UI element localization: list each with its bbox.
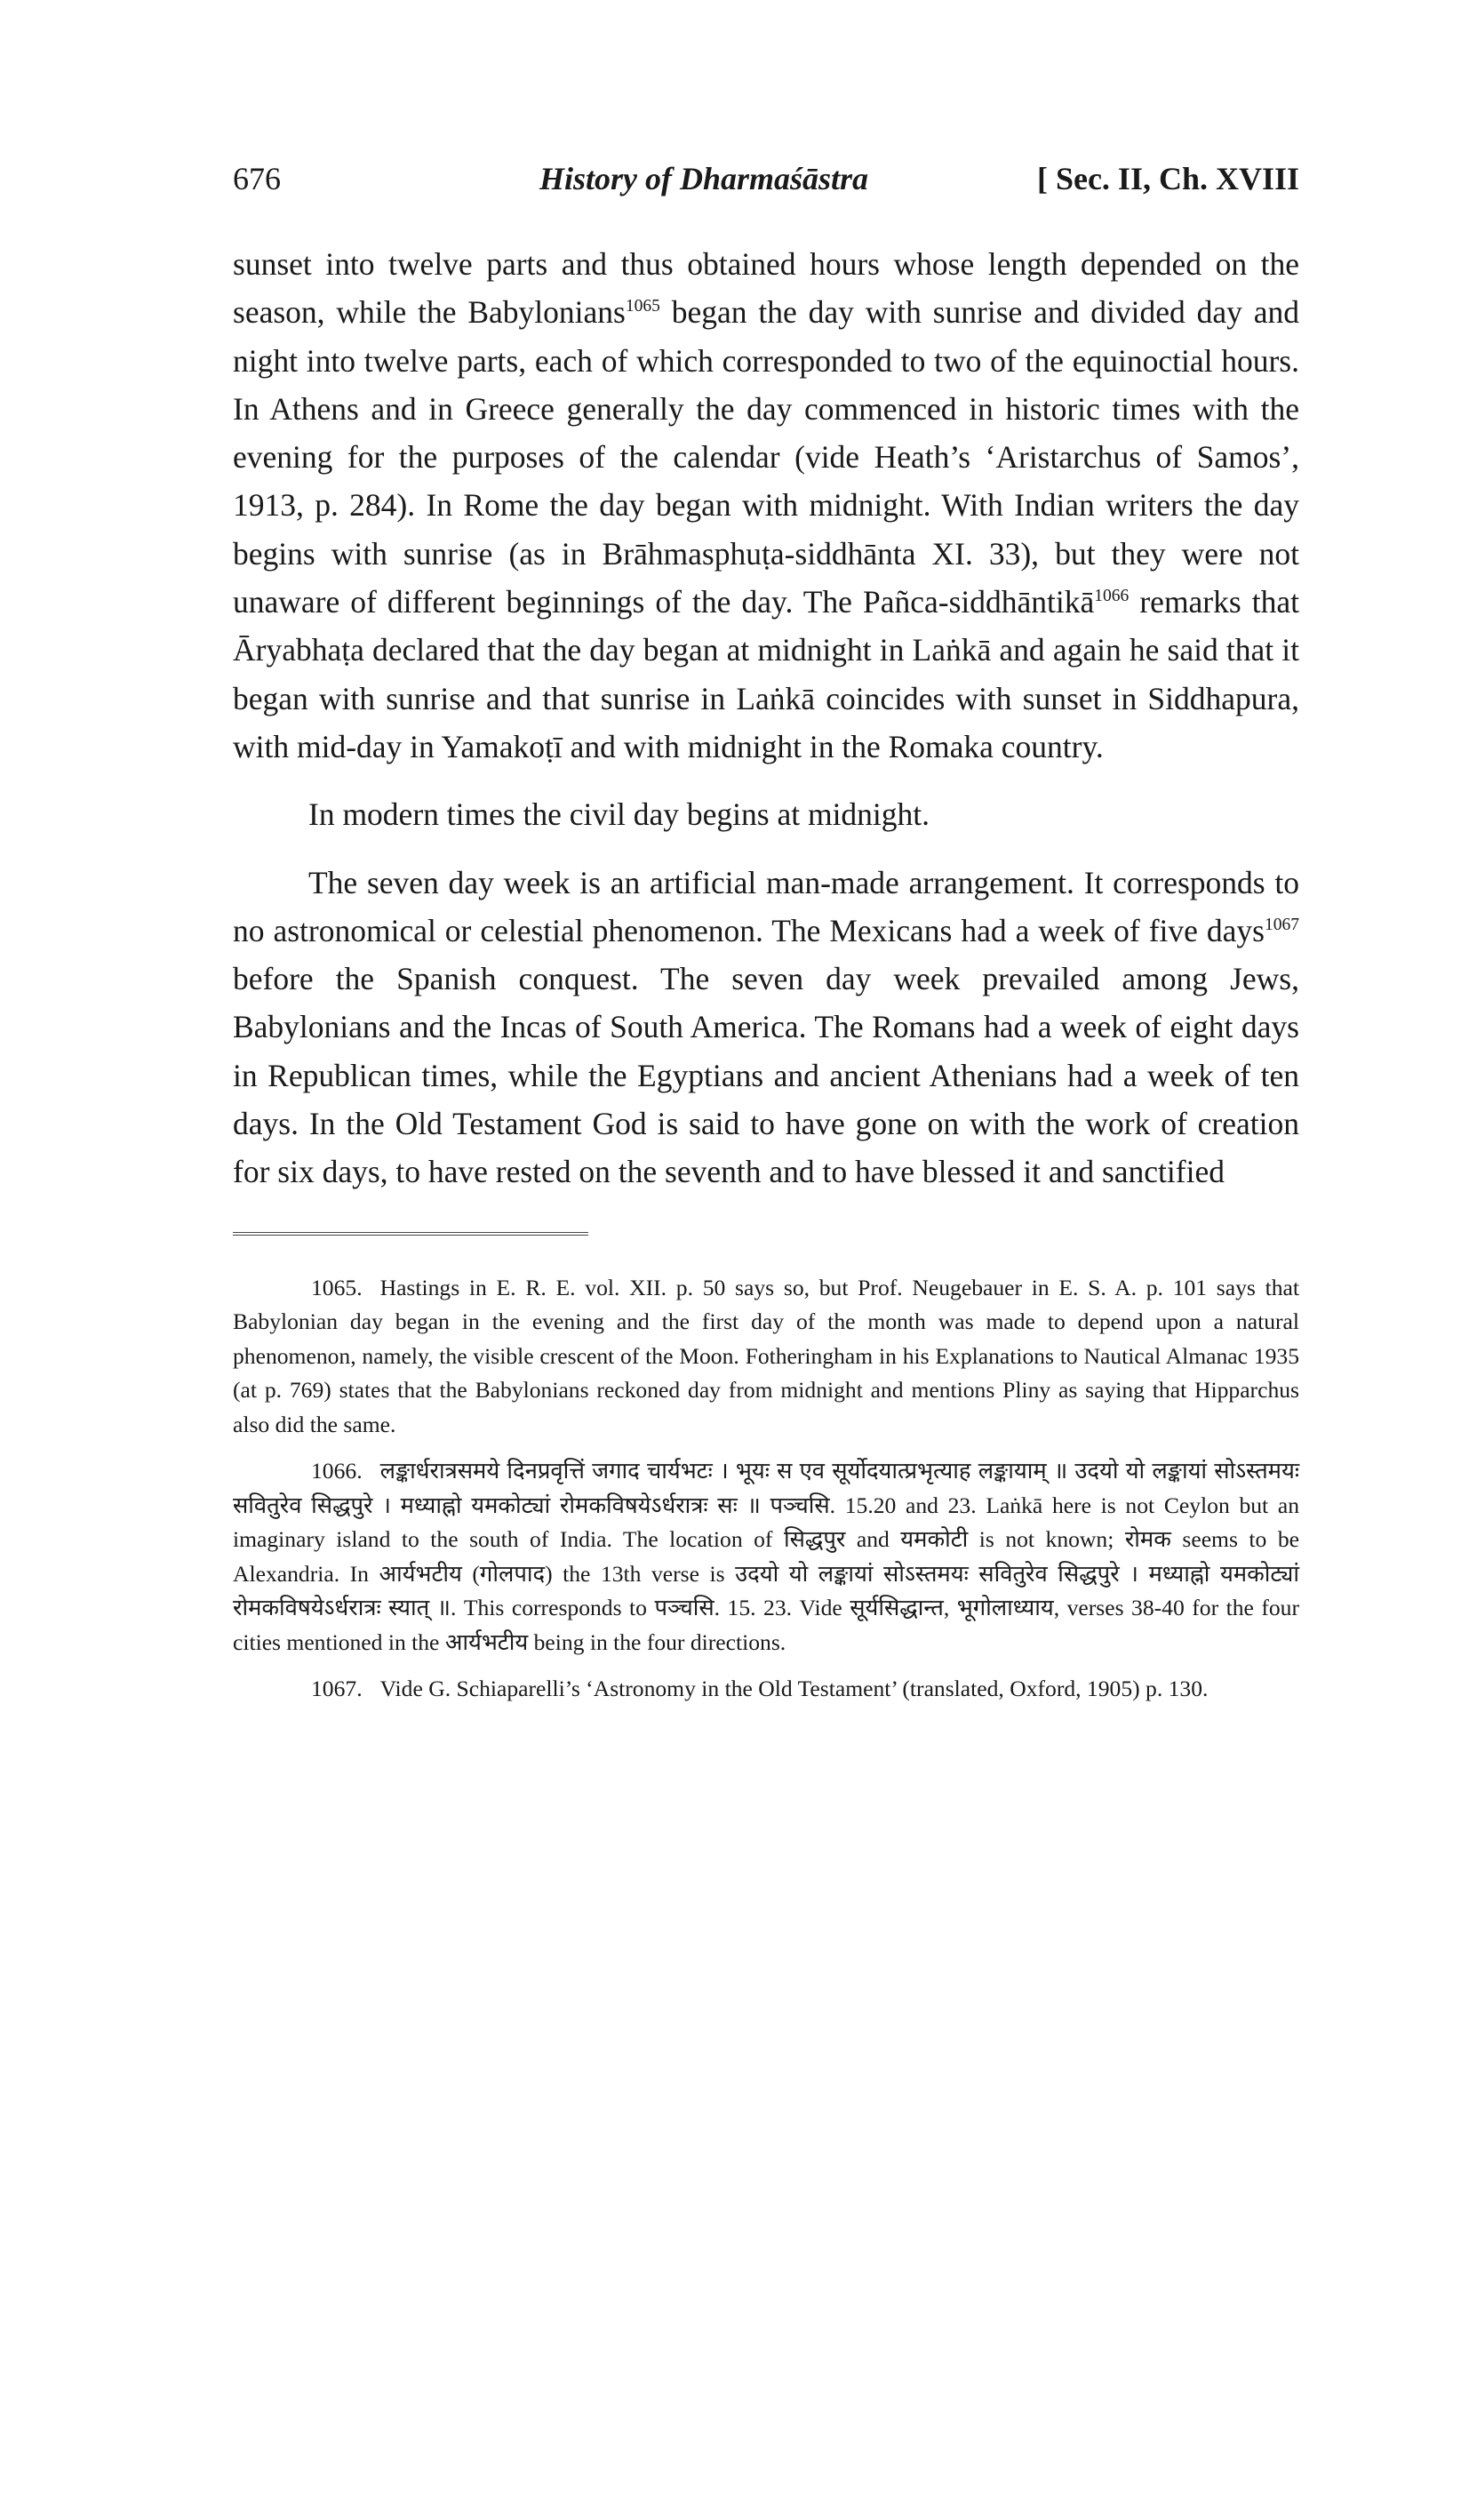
paragraph: [233, 790, 1299, 838]
body-text: [233, 240, 1299, 1196]
footnote-text: Vide G. Schiaparelli’s ‘Astronomy in the Old Testament’ (translated, Oxford, 1905) p. 130.: [379, 1676, 1209, 1702]
footnote: [233, 1454, 1299, 1660]
page-number: 676: [233, 161, 281, 196]
section-reference: [ Sec. II, Ch. XVIII: [1036, 161, 1299, 196]
footnote-ref: 1066: [1094, 587, 1130, 606]
paragraph: [233, 859, 1299, 1196]
footnote-ref: 1067: [1264, 916, 1299, 935]
footnote: [233, 1672, 1299, 1707]
footnotes: [233, 1271, 1299, 1707]
text-run: The seven day week is an artificial man-made arrangement. It corresponds to no astronomical or celestial phenomenon. The Mexicans had a week of five days: [233, 864, 1299, 948]
text-run: In modern times the civil day begins at midnight.: [308, 796, 930, 833]
paragraph: [233, 240, 1299, 771]
footnote-number: 1065.: [311, 1274, 363, 1300]
footnote-divider: [233, 1232, 588, 1236]
footnote: [233, 1271, 1299, 1443]
footnote-ref: 1065: [625, 297, 660, 316]
text-run: remarks that Āryabhaṭa declared that the day began at midnight in Laṅkā and again he said that it began with sunrise and that sunrise in Laṅkā coincides with sunset in Siddhapura, with mid-day in Yamakoṭī and with midnight in the Romaka country.: [233, 584, 1299, 764]
text-run: began the day with sunrise and divided day and night into twelve parts, each of which corresponded to two of the equinoctial hours. In Athens and in Greece generally the day commenced in historic times with the evening for the purposes of the calendar (vide Heath’s ‘Aristarchus of Samos’, 1913, p. 284). In Rome the day began with midnight. With Indian writers the day begins with sunrise (as in Brāhmasphuṭa-siddhānta XI. 33), but they were not unaware of different beginnings of the day. The Pañca-siddhāntikā: [233, 294, 1299, 620]
text-run: sunset into twelve parts and thus obtained hours whose length depended on the season, while the Babylonians: [233, 246, 1299, 331]
footnote-text: Hastings in E. R. E. vol. XII. p. 50 says so, but Prof. Neugebauer in E. S. A. p. 101 says that Babylonian day began in the evening and the first day of the month was made to depend upon a natural phenomenon, namely, the visible crescent of the Moon. Fotheringham in his Explanations to Nautical Almanac 1935 (at p. 769) states that the Babylonians reckoned day from midnight and mentions Pliny as saying that Hipparchus also did the same.: [233, 1274, 1299, 1437]
running-title: History of Dharmaśāstra: [539, 161, 869, 196]
book-page: [233, 160, 1299, 1719]
footnote-text: लङ्कार्धरात्रसमये दिनप्रवृत्तिं जगाद चार्यभटः । भूयः स एव सूर्योदयात्प्रभृत्याह लङ्कायाम् ॥ उदयो यो लङ्कायां सोऽस्तमयः सवितुरेव सिद्धपुरे । मध्याह्नो यमकोट्यां रोमकविषयेऽर्धरात्रः सः ॥ पञ्चसि. 15.20 and 23. Laṅkā here is not Ceylon but an imaginary island to the south of India. The location of सिद्धपुर and यमकोटी is not known; रोमक seems to be Alexandria. In आर्यभटीय (गोलपाद) the 13th verse is उदयो यो लङ्कायां सोऽस्तमयः सवितुरेव सिद्धपुरे । मध्याह्नो यमकोट्यां रोमकविषयेऽर्धरात्रः स्यात् ॥. This corresponds to पञ्चसि. 15. 23. Vide सूर्यसिद्धान्त, भूगोलाध्याय, verses 38-40 for the four cities mentioned in the आर्यभटीय being in the four directions.: [233, 1458, 1299, 1655]
running-head: [233, 160, 1299, 213]
footnote-number: 1066.: [311, 1458, 363, 1484]
text-run: before the Spanish conquest. The seven day week prevailed among Jews, Babylonians and the Incas of South America. The Romans had a week of eight days in Republican times, while the Egyptians and ancient Athenians had a week of ten days. In the Old Testament God is said to have gone on with the work of creation for six days, to have rested on the seventh and to have blessed it and sanctified: [233, 961, 1299, 1190]
footnote-number: 1067.: [311, 1676, 363, 1702]
